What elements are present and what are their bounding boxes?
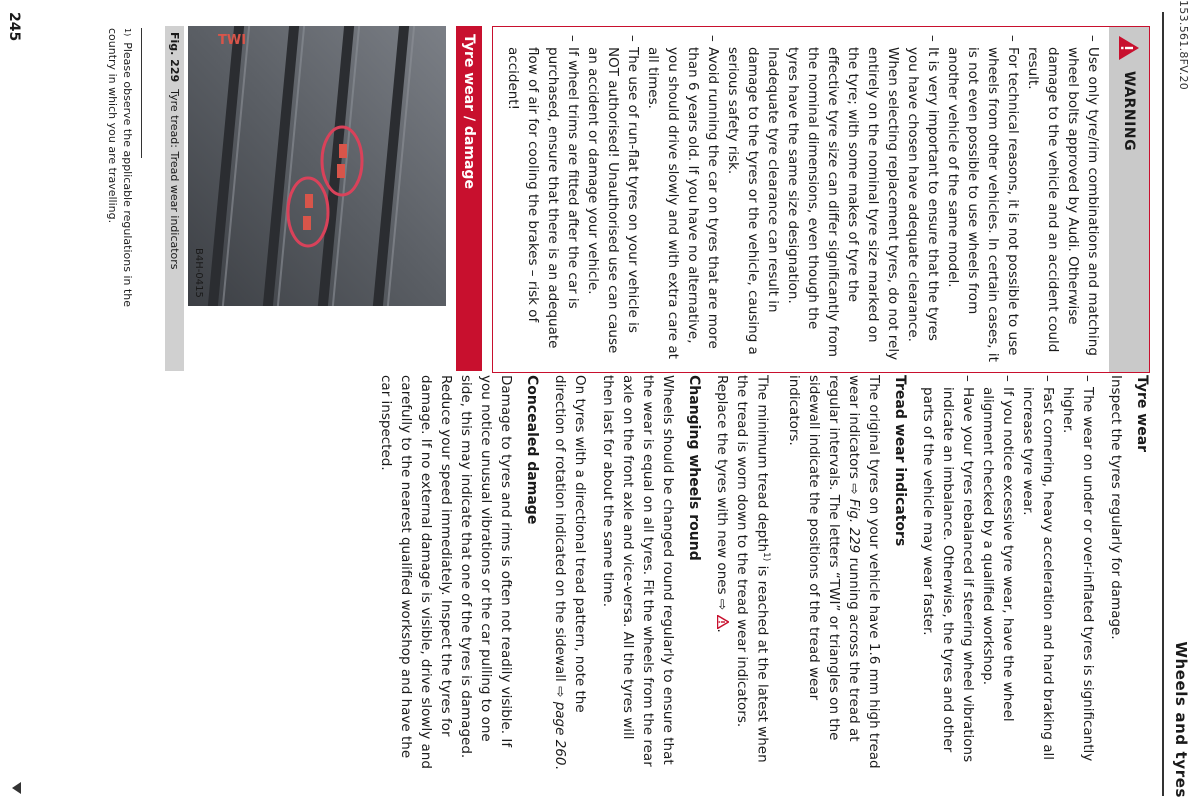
- changing-wheels-heading: Changing wheels round: [686, 375, 703, 561]
- changing-wheels-paragraph-2: [551, 375, 591, 770]
- footnote: [105, 28, 142, 348]
- list-item: – The use of run-flat tyres on your vehicle is NOT authorised! Unauthorised use can cause an accident or damage your vehicle.: [583, 35, 643, 362]
- figure-link[interactable]: Fig. 229: [846, 498, 862, 554]
- tread-wear-heading: Tread wear indicators: [892, 375, 908, 547]
- text-span: The minimum tread depth: [754, 375, 771, 553]
- tyre-wear-heading: Tyre wear: [1134, 375, 1150, 453]
- tread-wear-paragraph-2: [713, 375, 777, 770]
- concealed-damage-paragraph: Damage to tyres and rims is often not readily visible. If you notice unusual vibrations or the car pulling to one side, this may indicate that one of the tyres is damaged. Reduce your speed immediately. Inspect the tyres for damage. If no external damage is visible, drive slowly and carefully to the nearest qualified workshop and have the car inspected.: [378, 375, 515, 769]
- tread-wear-paragraph-1: [784, 375, 884, 770]
- list-item: – Use only tyre/rim combinations and matching wheel bolts approved by Audi. Otherwise damage to the vehicle and an accident could result.: [1023, 35, 1103, 362]
- tyre-wear-intro: Inspect the tyres regularly for damage.: [1108, 375, 1124, 640]
- warning-body: [493, 27, 1109, 372]
- figure-code: B4H-0415: [193, 248, 204, 298]
- text-span: .: [552, 765, 569, 770]
- changing-wheels-paragraph-1: Wheels should be changed round regularly to ensure that the wear is equal on all tyres. Fit the wheels from the rear axle on the front axle and vice-versa. All the tyres will then last for about the same time.: [600, 375, 677, 767]
- list-item: – If wheel trims are fitted after the car is purchased, ensure that there is an adequate flow of air for cooling the brakes – risk of accident!: [503, 35, 583, 362]
- section-title-bar: Tyre wear / damage: [456, 26, 482, 371]
- figure-number: Fig. 229: [168, 32, 181, 83]
- header-rule: [1163, 12, 1165, 796]
- figure-caption-text: Tyre tread: Tread wear indicators: [168, 89, 181, 270]
- list-item: – For technical reasons, it is not possible to use wheels from other vehicles. In certain cases, it is not even possible to use wheels from another vehicle of the same model.: [943, 35, 1023, 362]
- list-item: – Have your tyres rebalanced if steering wheel vibrations indicate an imbalance. Otherwise, the tyres and other parts of the vehicle may wear faster.: [918, 375, 978, 770]
- arrow-icon: ⇨: [846, 483, 862, 495]
- text-span: The original tyres on your vehicle have 1.6 mm high tread wear indicators: [846, 375, 882, 769]
- list-item: – The wear on under or over-inflated tyres is significantly higher.: [1058, 375, 1098, 770]
- sidewall-mark: TWI: [218, 33, 247, 48]
- warning-header: [1109, 27, 1149, 372]
- arrow-icon: ⇨: [714, 598, 731, 611]
- continue-arrow-icon: [12, 782, 21, 794]
- footnote-ref[interactable]: 1): [761, 552, 771, 562]
- list-item: – If you notice excessive tyre wear, have the wheel alignment checked by a qualified workshop.: [978, 375, 1018, 770]
- warning-triangle-icon: [1118, 35, 1140, 61]
- page-number: 245: [6, 12, 22, 42]
- warning-title: WARNING: [1121, 71, 1137, 152]
- side-column: [165, 26, 1160, 371]
- main-text-column: [369, 375, 1161, 770]
- text-span: .: [714, 628, 731, 633]
- figure-caption: [165, 26, 184, 371]
- document-code: 153.561.8FV.20: [1177, 0, 1190, 91]
- text-span: On tyres with a directional tread pattern, note the direction of rotation indicated on the sidewall: [552, 375, 589, 713]
- tyre-tread-image: [188, 26, 446, 306]
- warning-triangle-icon[interactable]: [718, 615, 730, 629]
- text-span: is reached at the latest when the tread is worn down to the tread wear indicators. Replace the tyres with new ones: [714, 375, 771, 763]
- footnote-number: 1): [123, 28, 132, 37]
- list-item: – Fast cornering, heavy acceleration and hard braking all increase tyre wear.: [1018, 375, 1058, 770]
- footnote-text: Please observe the applicable regulations in the country in which you are travelling.: [106, 28, 134, 308]
- page-link[interactable]: page 260: [552, 701, 569, 766]
- text-span: running across the tread at regular intervals. The letters “TWI” or triangles on the sidewall indicate the positions of the tread wear indicators.: [786, 375, 862, 742]
- tyre-wear-list: [918, 375, 1098, 770]
- concealed-damage-heading: Concealed damage: [524, 375, 541, 525]
- warning-box: [492, 26, 1150, 373]
- warning-list: [503, 35, 1103, 362]
- footnote-rule: [141, 28, 142, 158]
- page-header-title: Wheels and tyres: [1172, 641, 1190, 798]
- tyre-tread-figure: [188, 26, 446, 306]
- list-item: – Avoid running the car on tyres that are more than 6 years old. If you have no alternative, you should drive slowly and with extra care at all times.: [643, 35, 723, 362]
- list-item: – It is very important to ensure that the tyres you have chosen have adequate clearance. When selecting replacement tyres, do not rely entirely on the nominal tyre size marked on the tyre; with some makes of tyre the effective tyre size can differ significantly from the nominal dimensions, even though the tyres have the same size designation. Inadequate tyre clearance can result in damage to the tyres or the vehicle, causing a serious safety risk.: [723, 35, 943, 362]
- arrow-icon: ⇨: [552, 686, 569, 698]
